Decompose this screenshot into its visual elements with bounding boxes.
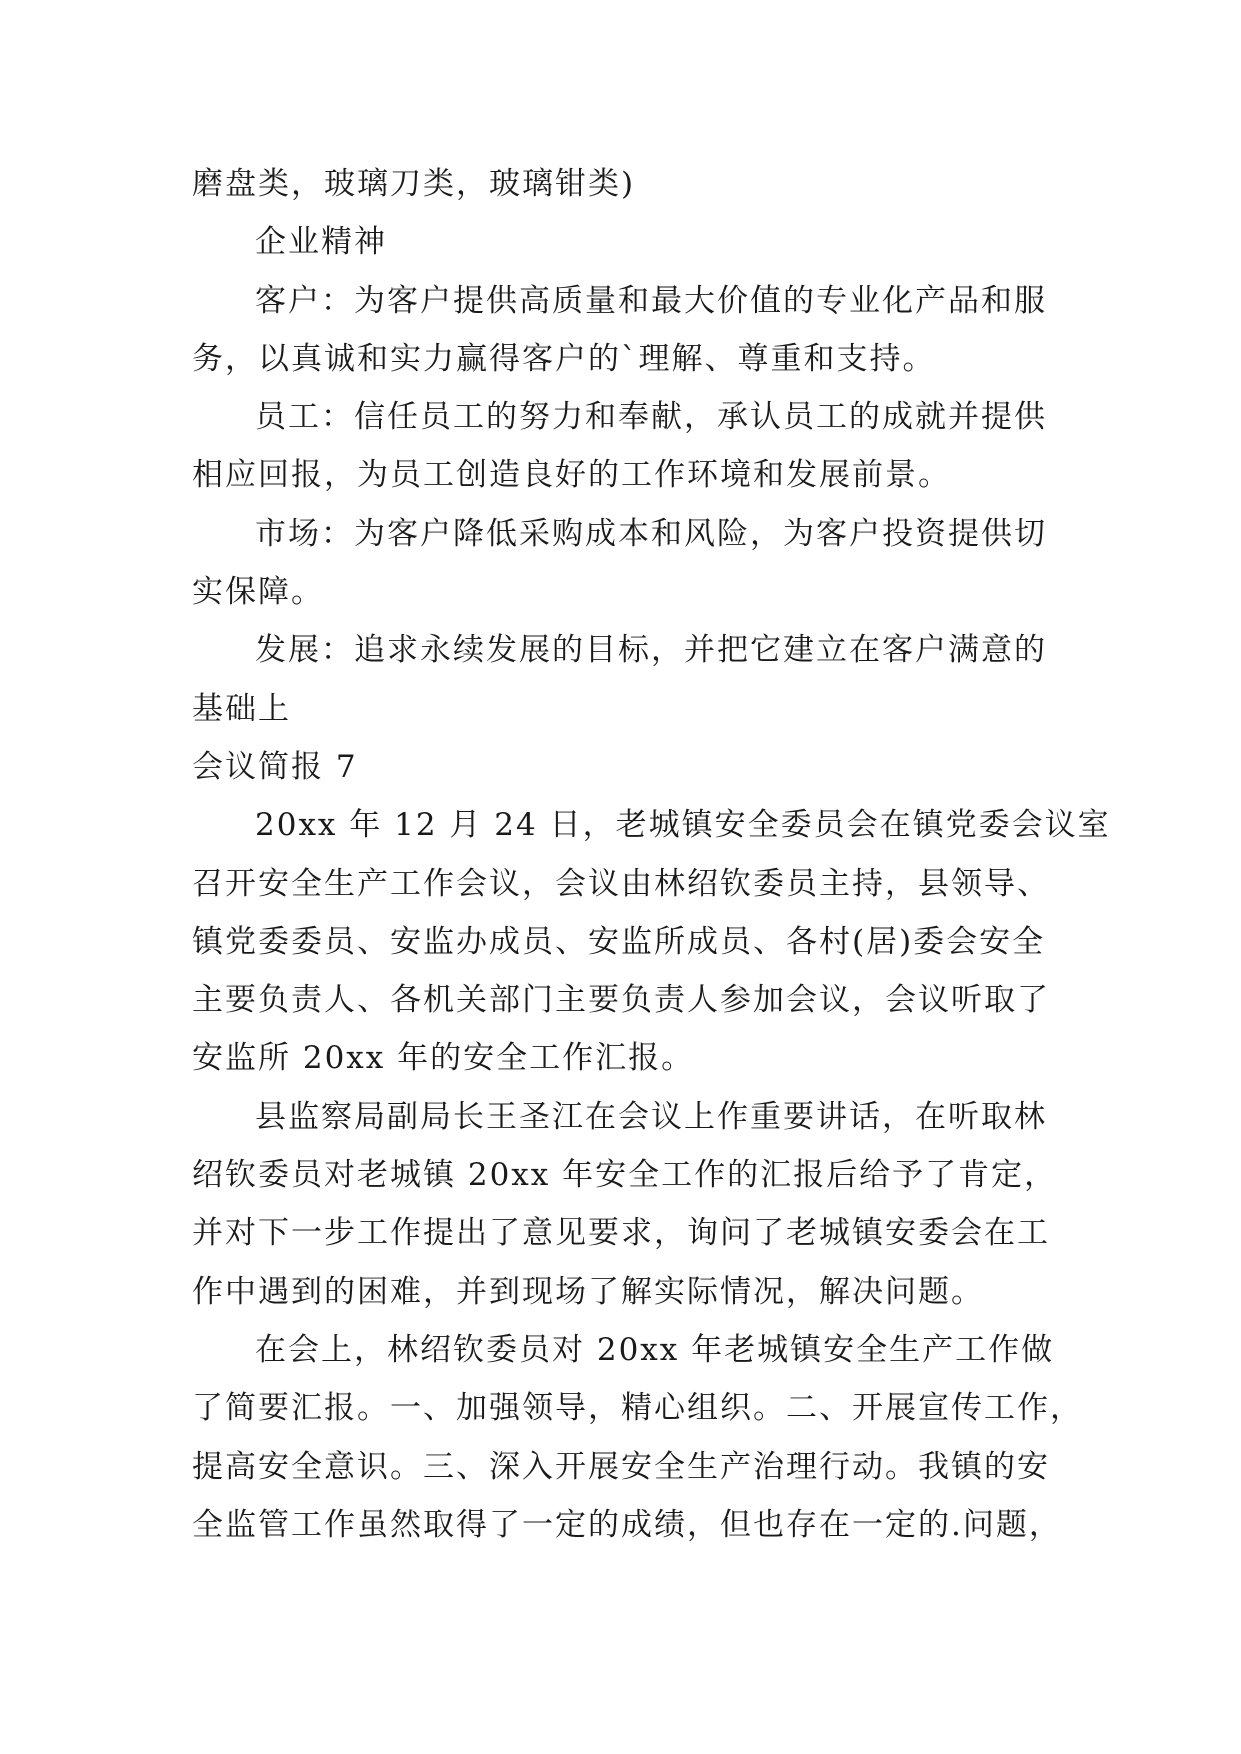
section-title: 会议简报 7 — [192, 748, 358, 785]
text-line: 了简要汇报。一、加强领导，精心组织。二、开展宣传工作， — [192, 1390, 1083, 1427]
text-line: 在会上，林绍钦委员对 20xx 年老城镇安全生产工作做 — [255, 1331, 1055, 1368]
text-line: 安监所 20xx 年的安全工作汇报。 — [192, 1040, 695, 1077]
text-line: 20xx 年 12 月 24 日，老城镇安全委员会在镇党委会议室 — [255, 807, 1111, 844]
text-line: 员工：信任员工的努力和奉献，承认员工的成就并提供 — [255, 399, 1047, 436]
text-line: 镇党委委员、安监办成员、安监所成员、各村(居)委会安全 — [192, 923, 1046, 960]
text-line: 务，以真诚和实力赢得客户的`理解、尊重和支持。 — [192, 340, 936, 377]
text-line: 并对下一步工作提出了意见要求，询问了老城镇安委会在工 — [192, 1215, 1050, 1252]
text-line: 基础上 — [192, 690, 291, 727]
text-line: 县监察局副局长王圣江在会议上作重要讲话，在听取林 — [255, 1098, 1047, 1135]
text-line: 绍钦委员对老城镇 20xx 年安全工作的汇报后给予了肯定， — [192, 1157, 1058, 1194]
text-line: 市场：为客户降低采购成本和风险，为客户投资提供切 — [255, 515, 1047, 552]
text-line: 提高安全意识。三、深入开展安全生产治理行动。我镇的安 — [192, 1448, 1050, 1485]
text-line: 实保障。 — [192, 574, 324, 611]
section-heading: 企业精神 — [255, 224, 387, 261]
text-line: 全监管工作虽然取得了一定的成绩，但也存在一定的.问题， — [192, 1506, 1062, 1543]
text-line: 磨盘类，玻璃刀类，玻璃钳类) — [192, 166, 636, 202]
text-line: 作中遇到的困难，并到现场了解实际情况，解决问题。 — [192, 1273, 984, 1310]
document-body — [192, 155, 1111, 1554]
text-line: 主要负责人、各机关部门主要负责人参加会议，会议听取了 — [192, 982, 1050, 1019]
text-line: 召开安全生产工作会议，会议由林绍钦委员主持，县领导、 — [192, 865, 1050, 902]
text-line: 客户：为客户提供高质量和最大价值的专业化产品和服 — [255, 282, 1047, 319]
text-line: 发展：追求永续发展的目标，并把它建立在客户满意的 — [255, 632, 1047, 669]
text-line: 相应回报，为员工创造良好的工作环境和发展前景。 — [192, 457, 951, 494]
